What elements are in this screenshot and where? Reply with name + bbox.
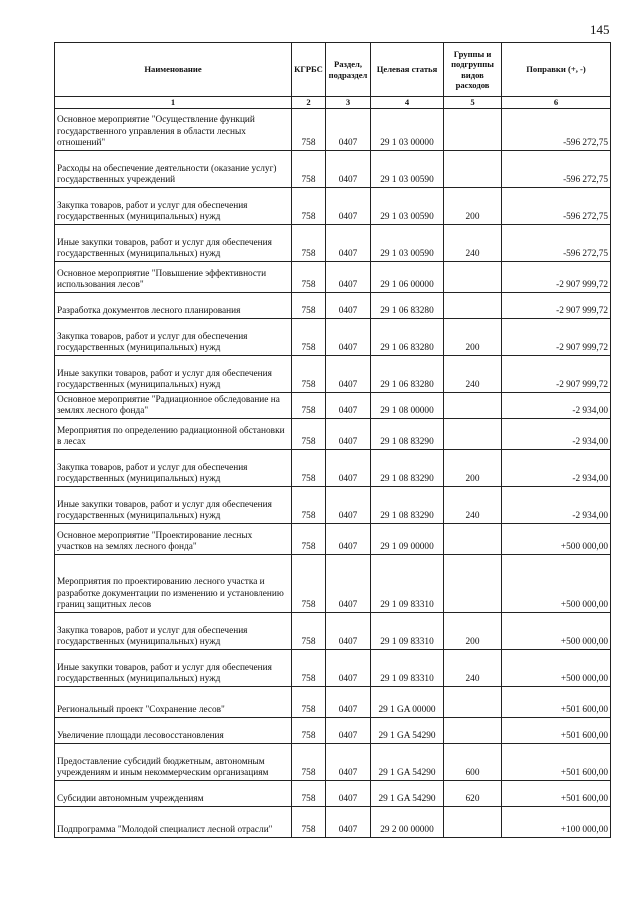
cell-amount: +500 000,00 <box>502 554 611 612</box>
cell-group <box>444 418 502 449</box>
cell-amount: +501 600,00 <box>502 686 611 717</box>
cell-group <box>444 292 502 318</box>
cell-name: Иные закупки товаров, работ и услуг для обеспечения государственных (муниципальных) нужд <box>55 224 292 261</box>
cell-name: Закупка товаров, работ и услуг для обеспечения государственных (муниципальных) нужд <box>55 318 292 355</box>
cell-target: 29 1 GA 54290 <box>371 743 444 780</box>
cell-target: 29 1 GA 00000 <box>371 686 444 717</box>
cell-amount: -596 272,75 <box>502 150 611 187</box>
cell-group <box>444 686 502 717</box>
cell-amount: +501 600,00 <box>502 717 611 743</box>
cell-name: Закупка товаров, работ и услуг для обеспечения государственных (муниципальных) нужд <box>55 449 292 486</box>
cell-group: 240 <box>444 486 502 523</box>
cell-amount: +501 600,00 <box>502 780 611 806</box>
cell-kgrbs: 758 <box>292 780 326 806</box>
column-index: 1 <box>55 97 292 109</box>
cell-section: 0407 <box>326 392 371 418</box>
cell-name: Региональный проект "Сохранение лесов" <box>55 686 292 717</box>
cell-target: 29 1 08 83290 <box>371 418 444 449</box>
cell-kgrbs: 758 <box>292 292 326 318</box>
cell-name: Мероприятия по определению радиационной обстановки в лесах <box>55 418 292 449</box>
table-row <box>55 418 611 449</box>
table-row <box>55 449 611 486</box>
cell-section: 0407 <box>326 649 371 686</box>
cell-kgrbs: 758 <box>292 108 326 150</box>
cell-group <box>444 717 502 743</box>
table-row <box>55 717 611 743</box>
cell-amount: -2 907 999,72 <box>502 292 611 318</box>
cell-name: Подпрограмма "Молодой специалист лесной отрасли" <box>55 806 292 837</box>
cell-kgrbs: 758 <box>292 418 326 449</box>
cell-kgrbs: 758 <box>292 649 326 686</box>
cell-group <box>444 150 502 187</box>
cell-amount: -2 934,00 <box>502 486 611 523</box>
cell-name: Предоставление субсидий бюджетным, автономным учреждениям и иным некоммерческим организациям <box>55 743 292 780</box>
cell-name: Иные закупки товаров, работ и услуг для обеспечения государственных (муниципальных) нужд <box>55 486 292 523</box>
cell-amount: +100 000,00 <box>502 806 611 837</box>
table-row <box>55 486 611 523</box>
cell-section: 0407 <box>326 150 371 187</box>
table-row <box>55 523 611 554</box>
cell-section: 0407 <box>326 717 371 743</box>
cell-group <box>444 554 502 612</box>
cell-kgrbs: 758 <box>292 150 326 187</box>
header-kgrbs: КГРБС <box>292 43 326 97</box>
cell-target: 29 1 06 00000 <box>371 261 444 292</box>
cell-section: 0407 <box>326 806 371 837</box>
cell-section: 0407 <box>326 780 371 806</box>
cell-group <box>444 806 502 837</box>
cell-kgrbs: 758 <box>292 554 326 612</box>
cell-kgrbs: 758 <box>292 187 326 224</box>
cell-group: 200 <box>444 612 502 649</box>
cell-target: 29 1 09 83310 <box>371 649 444 686</box>
cell-section: 0407 <box>326 292 371 318</box>
cell-kgrbs: 758 <box>292 449 326 486</box>
header-section: Раздел, подраздел <box>326 43 371 97</box>
cell-name: Расходы на обеспечение деятельности (оказание услуг) государственных учреждений <box>55 150 292 187</box>
cell-target: 29 1 06 83280 <box>371 355 444 392</box>
cell-group <box>444 523 502 554</box>
cell-kgrbs: 758 <box>292 523 326 554</box>
cell-section: 0407 <box>326 187 371 224</box>
cell-section: 0407 <box>326 486 371 523</box>
cell-name: Увеличение площади лесовосстановления <box>55 717 292 743</box>
cell-name: Основное мероприятие "Радиационное обследование на землях лесного фонда" <box>55 392 292 418</box>
cell-target: 29 1 09 00000 <box>371 523 444 554</box>
cell-kgrbs: 758 <box>292 392 326 418</box>
cell-target: 29 1 03 00000 <box>371 108 444 150</box>
cell-section: 0407 <box>326 261 371 292</box>
cell-target: 29 1 06 83280 <box>371 292 444 318</box>
table-row <box>55 318 611 355</box>
cell-amount: -2 934,00 <box>502 418 611 449</box>
column-index: 6 <box>502 97 611 109</box>
cell-target: 29 1 09 83310 <box>371 612 444 649</box>
cell-name: Закупка товаров, работ и услуг для обеспечения государственных (муниципальных) нужд <box>55 612 292 649</box>
table-header-row <box>55 43 611 97</box>
budget-table <box>54 42 611 838</box>
cell-section: 0407 <box>326 418 371 449</box>
column-index: 2 <box>292 97 326 109</box>
cell-target: 29 2 00 00000 <box>371 806 444 837</box>
cell-group: 200 <box>444 318 502 355</box>
table-row <box>55 261 611 292</box>
cell-group <box>444 108 502 150</box>
cell-target: 29 1 09 83310 <box>371 554 444 612</box>
table-row <box>55 187 611 224</box>
cell-kgrbs: 758 <box>292 318 326 355</box>
cell-target: 29 1 GA 54290 <box>371 780 444 806</box>
table-row <box>55 612 611 649</box>
cell-target: 29 1 03 00590 <box>371 150 444 187</box>
page-number: 145 <box>590 22 610 37</box>
cell-amount: -596 272,75 <box>502 224 611 261</box>
cell-name: Разработка документов лесного планирования <box>55 292 292 318</box>
table-row <box>55 649 611 686</box>
cell-kgrbs: 758 <box>292 717 326 743</box>
cell-section: 0407 <box>326 743 371 780</box>
cell-section: 0407 <box>326 612 371 649</box>
cell-amount: -2 934,00 <box>502 392 611 418</box>
cell-group <box>444 261 502 292</box>
cell-section: 0407 <box>326 554 371 612</box>
cell-kgrbs: 758 <box>292 224 326 261</box>
cell-target: 29 1 08 83290 <box>371 486 444 523</box>
table-row <box>55 355 611 392</box>
cell-amount: +500 000,00 <box>502 612 611 649</box>
cell-kgrbs: 758 <box>292 261 326 292</box>
header-target: Целевая статья <box>371 43 444 97</box>
table-row <box>55 554 611 612</box>
cell-group: 240 <box>444 649 502 686</box>
cell-amount: +500 000,00 <box>502 649 611 686</box>
cell-group <box>444 392 502 418</box>
table-row <box>55 806 611 837</box>
cell-target: 29 1 03 00590 <box>371 187 444 224</box>
cell-name: Закупка товаров, работ и услуг для обеспечения государственных (муниципальных) нужд <box>55 187 292 224</box>
cell-amount: -2 934,00 <box>502 449 611 486</box>
cell-target: 29 1 08 83290 <box>371 449 444 486</box>
cell-group: 240 <box>444 355 502 392</box>
cell-target: 29 1 06 83280 <box>371 318 444 355</box>
cell-name: Субсидии автономным учреждениям <box>55 780 292 806</box>
table-row <box>55 686 611 717</box>
table-row <box>55 150 611 187</box>
cell-section: 0407 <box>326 449 371 486</box>
cell-kgrbs: 758 <box>292 486 326 523</box>
cell-kgrbs: 758 <box>292 612 326 649</box>
cell-kgrbs: 758 <box>292 355 326 392</box>
column-index: 4 <box>371 97 444 109</box>
cell-amount: -2 907 999,72 <box>502 318 611 355</box>
column-index-row <box>55 97 611 109</box>
cell-section: 0407 <box>326 224 371 261</box>
cell-amount: +500 000,00 <box>502 523 611 554</box>
table-row <box>55 780 611 806</box>
cell-target: 29 1 03 00590 <box>371 224 444 261</box>
cell-name: Основное мероприятие "Осуществление функций государственного управления в области лесных отношений" <box>55 108 292 150</box>
cell-name: Основное мероприятие "Повышение эффективности использования лесов" <box>55 261 292 292</box>
cell-group: 200 <box>444 449 502 486</box>
column-index: 3 <box>326 97 371 109</box>
cell-name: Иные закупки товаров, работ и услуг для обеспечения государственных (муниципальных) нужд <box>55 355 292 392</box>
cell-group: 600 <box>444 743 502 780</box>
cell-name: Основное мероприятие "Проектирование лесных участков на землях лесного фонда" <box>55 523 292 554</box>
cell-section: 0407 <box>326 108 371 150</box>
cell-amount: -2 907 999,72 <box>502 355 611 392</box>
column-index: 5 <box>444 97 502 109</box>
cell-amount: -596 272,75 <box>502 108 611 150</box>
cell-section: 0407 <box>326 523 371 554</box>
header-name: Наименование <box>55 43 292 97</box>
cell-name: Мероприятия по проектированию лесного участка и разработке документации по изменению и установлению границ защитных лесов <box>55 554 292 612</box>
cell-group: 620 <box>444 780 502 806</box>
cell-amount: -596 272,75 <box>502 187 611 224</box>
cell-section: 0407 <box>326 355 371 392</box>
cell-target: 29 1 08 00000 <box>371 392 444 418</box>
cell-kgrbs: 758 <box>292 686 326 717</box>
table-row <box>55 224 611 261</box>
cell-target: 29 1 GA 54290 <box>371 717 444 743</box>
cell-section: 0407 <box>326 686 371 717</box>
cell-kgrbs: 758 <box>292 743 326 780</box>
table-row <box>55 743 611 780</box>
cell-amount: -2 907 999,72 <box>502 261 611 292</box>
table-row <box>55 292 611 318</box>
cell-group: 240 <box>444 224 502 261</box>
cell-amount: +501 600,00 <box>502 743 611 780</box>
cell-group: 200 <box>444 187 502 224</box>
table-row <box>55 108 611 150</box>
table-row <box>55 392 611 418</box>
cell-section: 0407 <box>326 318 371 355</box>
header-amount: Поправки (+, -) <box>502 43 611 97</box>
header-group: Группы и подгруппы видов расходов <box>444 43 502 97</box>
cell-name: Иные закупки товаров, работ и услуг для обеспечения государственных (муниципальных) нужд <box>55 649 292 686</box>
cell-kgrbs: 758 <box>292 806 326 837</box>
